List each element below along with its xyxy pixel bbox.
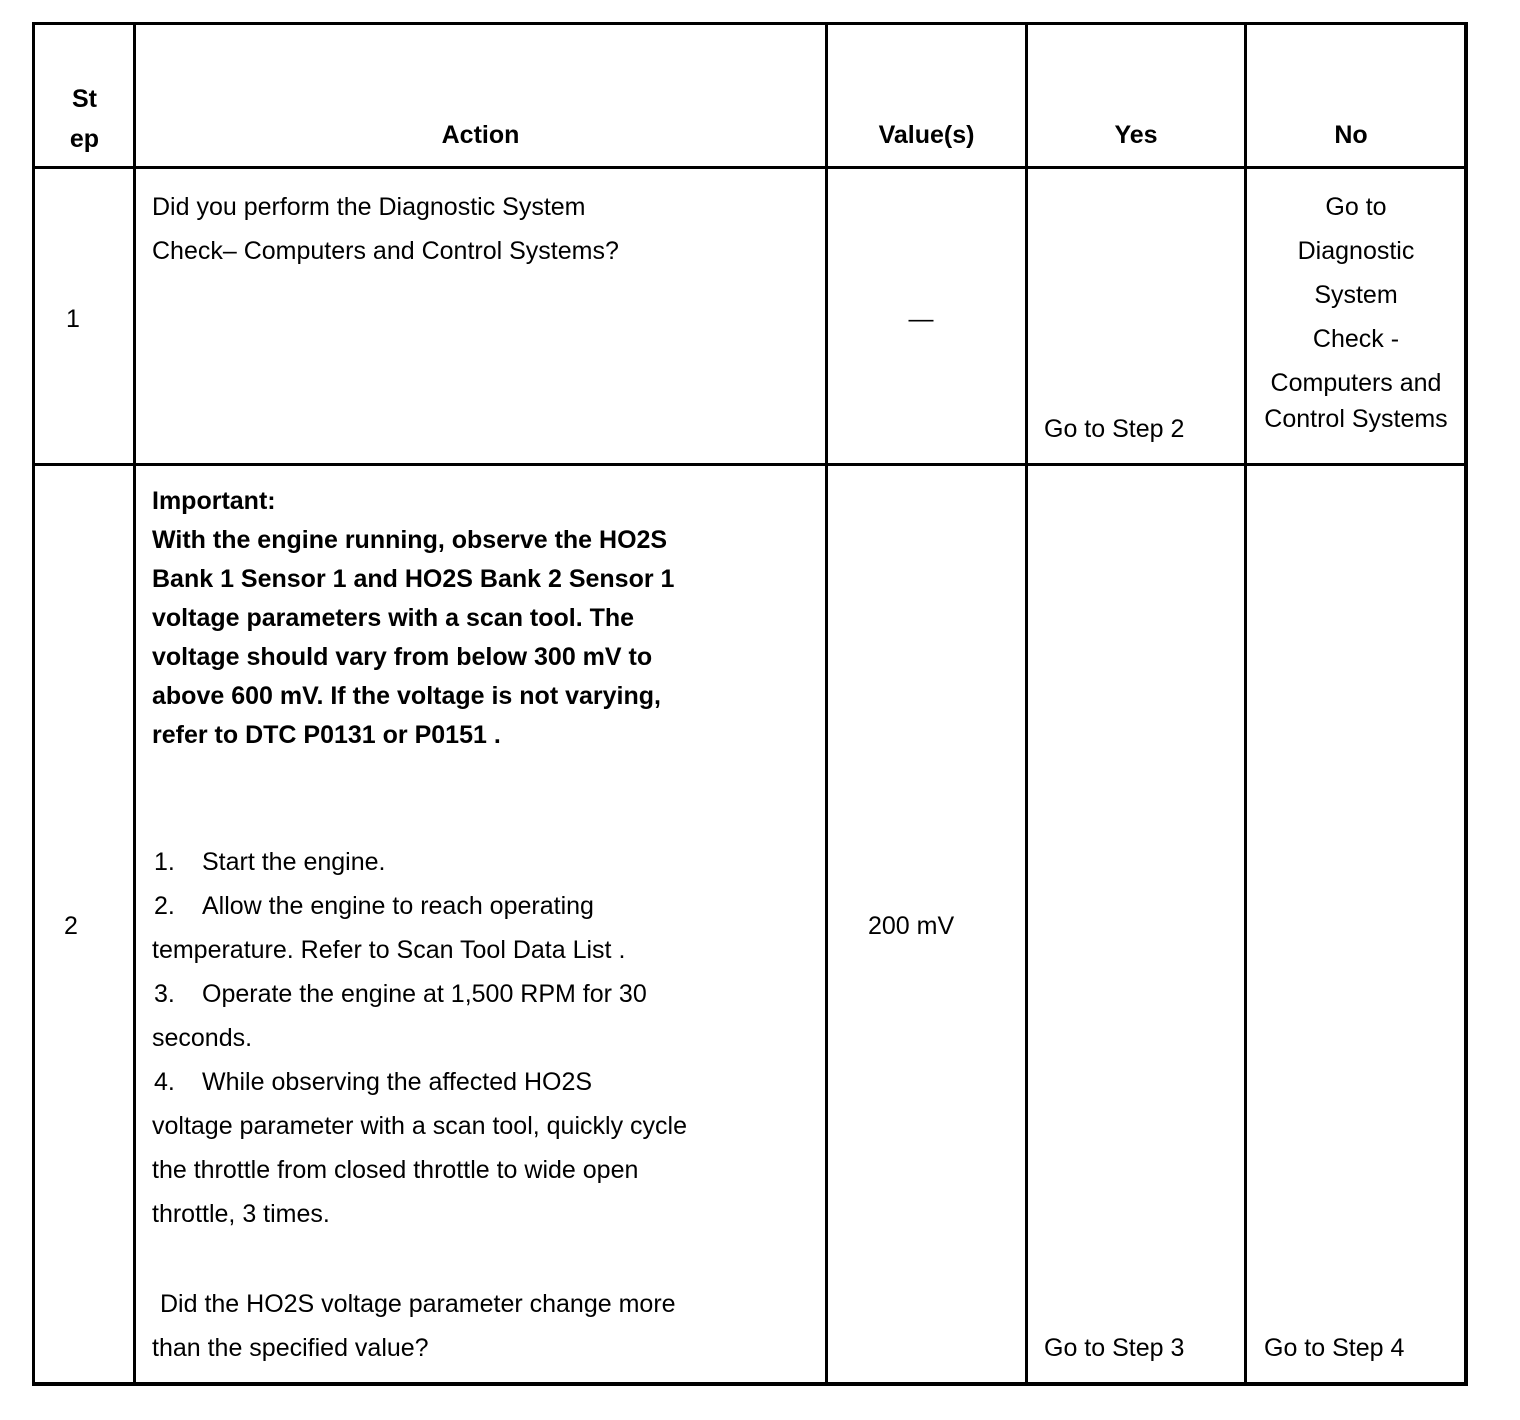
row2-yes: Go to Step 3 bbox=[1044, 1334, 1185, 1362]
row1-no-line: System bbox=[1314, 281, 1398, 309]
header-step-line2: ep bbox=[69, 125, 100, 153]
list-text-continued: the throttle from closed throttle to wide open bbox=[152, 1156, 639, 1184]
row1-no-line: Diagnostic bbox=[1297, 237, 1415, 265]
list-text: Allow the engine to reach operating bbox=[202, 892, 594, 920]
row1-yes: Go to Step 2 bbox=[1044, 415, 1185, 443]
column-divider bbox=[133, 22, 136, 1386]
column-divider bbox=[1025, 22, 1028, 1386]
important-line: voltage should vary from below 300 mV to bbox=[152, 643, 653, 671]
important-line: With the engine running, observe the HO2S bbox=[152, 526, 668, 554]
row1-no-line: Control Systems bbox=[1264, 405, 1448, 433]
header-step-line1: St bbox=[72, 85, 97, 113]
list-item bbox=[152, 972, 812, 1016]
row-divider bbox=[32, 463, 1468, 466]
list-text: Operate the engine at 1,500 RPM for 30 bbox=[202, 980, 647, 1008]
header-action: Action bbox=[441, 121, 520, 149]
header-step bbox=[36, 79, 133, 159]
column-divider bbox=[825, 22, 828, 1386]
list-text-continued: seconds. bbox=[152, 1024, 253, 1052]
header-values: Value(s) bbox=[878, 121, 975, 149]
important-line: refer to DTC P0131 or P0151 . bbox=[152, 721, 501, 749]
important-line: Bank 1 Sensor 1 and HO2S Bank 2 Sensor 1 bbox=[152, 565, 675, 593]
list-text-continued: voltage parameter with a scan tool, quickly cycle bbox=[152, 1112, 687, 1140]
list-number: 3. bbox=[154, 980, 175, 1008]
row2-no: Go to Step 4 bbox=[1264, 1334, 1405, 1362]
list-item bbox=[152, 840, 812, 884]
row1-no-line: Go to bbox=[1325, 193, 1387, 221]
important-label: Important: bbox=[152, 487, 276, 515]
list-number: 4. bbox=[154, 1068, 175, 1096]
row1-step: 1 bbox=[66, 305, 80, 333]
list-item bbox=[152, 884, 812, 928]
question-line1: Did the HO2S voltage parameter change more bbox=[160, 1290, 676, 1318]
important-line: voltage parameters with a scan tool. The bbox=[152, 604, 635, 632]
list-text-continued: throttle, 3 times. bbox=[152, 1200, 330, 1228]
row-divider bbox=[32, 166, 1468, 169]
list-text: While observing the affected HO2S bbox=[202, 1068, 593, 1096]
row2-question bbox=[152, 1282, 812, 1370]
row2-important-note bbox=[152, 482, 812, 755]
row2-value: 200 mV bbox=[868, 912, 955, 940]
header-no: No bbox=[1334, 121, 1368, 149]
important-line: above 600 mV. If the voltage is not varying, bbox=[152, 682, 661, 710]
question-line2: than the specified value? bbox=[152, 1334, 429, 1362]
list-number: 2. bbox=[154, 892, 175, 920]
row1-value: — bbox=[908, 305, 934, 333]
row1-action-line1: Did you perform the Diagnostic System bbox=[152, 193, 586, 221]
list-item bbox=[152, 1060, 812, 1104]
list-text: Start the engine. bbox=[202, 848, 386, 876]
row1-action bbox=[152, 185, 812, 273]
row1-action-line2: Check– Computers and Control Systems? bbox=[152, 237, 619, 265]
row2-step: 2 bbox=[64, 912, 78, 940]
header-yes: Yes bbox=[1114, 121, 1158, 149]
list-text-continued: temperature. Refer to Scan Tool Data List . bbox=[152, 936, 626, 964]
row1-no-line: Computers and bbox=[1270, 369, 1442, 397]
row1-no bbox=[1247, 185, 1465, 436]
list-number: 1. bbox=[154, 848, 175, 876]
row1-no-line: Check - bbox=[1312, 325, 1400, 353]
row2-steps-list bbox=[152, 840, 812, 1236]
